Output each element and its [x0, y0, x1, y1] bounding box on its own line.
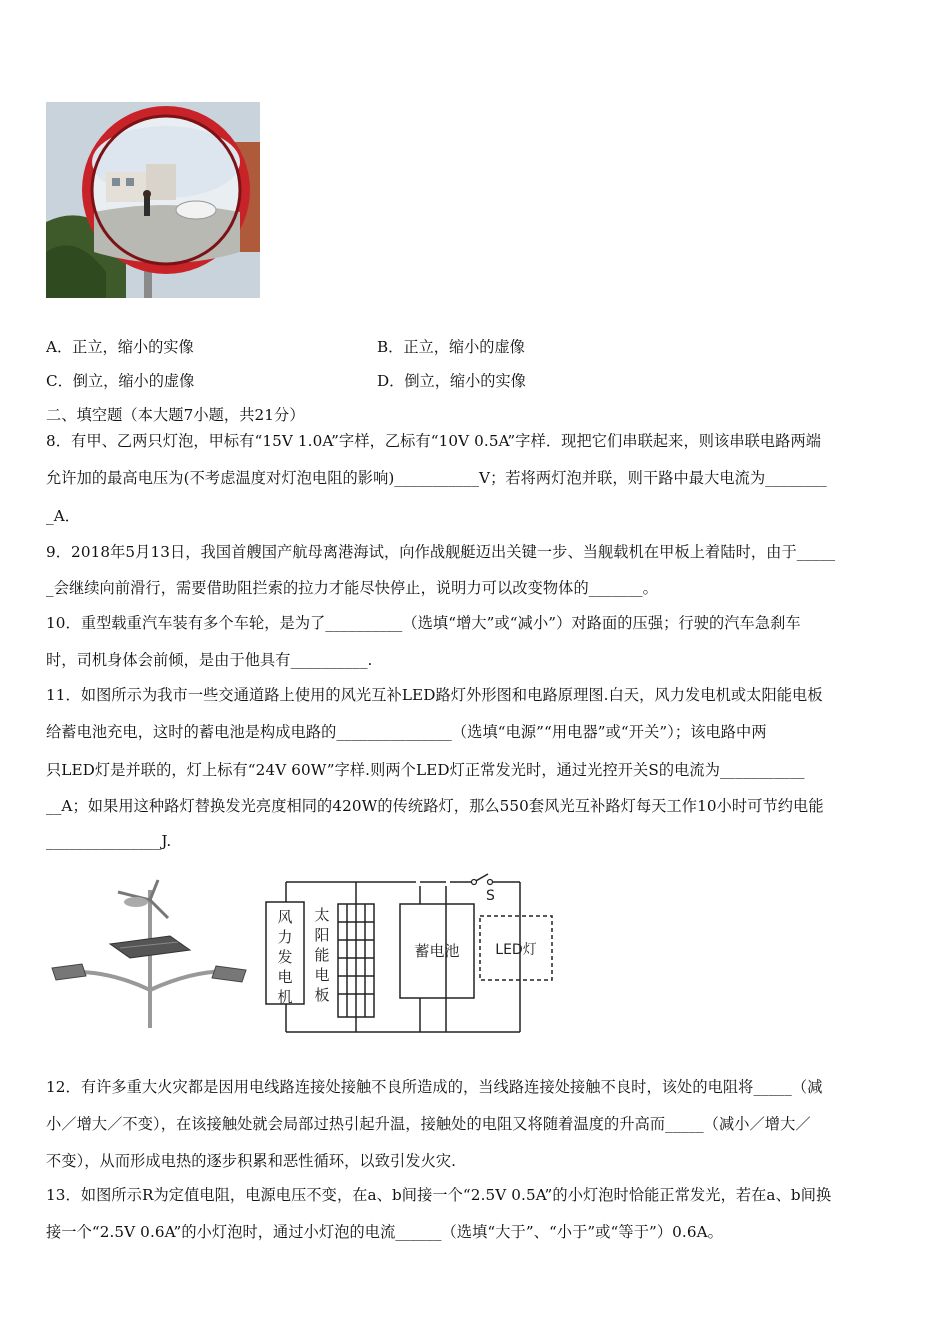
q8-line1: 8．有甲、乙两只灯泡，甲标有“15V 1.0A”字样，乙标有“10V 0.5A”字样．现把它们串联起来，则该串联电路两端 — [46, 432, 822, 450]
wind-solar-streetlamp-figure — [48, 880, 253, 1030]
q8-line3: _A． — [46, 507, 81, 525]
option-b: B．正立，缩小的虚像 — [377, 338, 525, 356]
option-c: C．倒立，缩小的虚像 — [46, 372, 195, 390]
q10-line2: 时，司机身体会前倾，是由于他具有__________. — [46, 651, 373, 669]
q9-line1: 9．2018年5月13日，我国首艘国产航母离港海试，向作战舰艇迈出关键一步、当舰载机在甲板上着陆时，由于_____ — [46, 543, 836, 561]
q11-line5: _______________J. — [46, 832, 172, 850]
q13-line2: 接一个“2.5V 0.6A”的小灯泡时，通过小灯泡的电流______（选填“大于”、“小于”或“等于”）0.6A。 — [46, 1223, 723, 1241]
q9-line2: _会继续向前滑行，需要借助阻拦索的拉力才能尽快停止，说明力可以改变物体的_______。 — [46, 579, 658, 597]
q11-line4: __A；如果用这种路灯替换发光亮度相同的420W的传统路灯，那么550套风光互补路灯每天工作10小时可节约电能 — [46, 797, 824, 815]
convex-mirror-photo — [46, 102, 260, 298]
convex-mirror-illustration — [46, 102, 260, 298]
switch-label: S — [486, 888, 495, 904]
q8-line2: 允许加的最高电压为(不考虑温度对灯泡电阻的影响)___________V；若将两灯泡并联，则干路中最大电流为________ — [46, 469, 827, 487]
wind-label-1: 风 — [277, 908, 293, 926]
battery-label: 蓄电池 — [414, 942, 460, 960]
q12-line3: 不变），从而形成电热的逐步积累和恶性循环，以致引发火灾. — [46, 1152, 457, 1170]
option-d: D．倒立，缩小的实像 — [377, 372, 526, 390]
q12-line2: 小／增大／不变），在该接触处就会局部过热引起升温，接触处的电阻又将随着温度的升高而_____（减小／增大／ — [46, 1115, 811, 1133]
solar-label-2: 阳 — [314, 926, 330, 944]
q10-line1: 10．重型载重汽车装有多个车轮，是为了__________（选填“增大”或“减小”）对路面的压强；行驶的汽车急刹车 — [46, 614, 801, 632]
section-heading: 二、填空题（本大题7小题，共21分） — [46, 406, 305, 424]
q11-line3: 只LED灯是并联的，灯上标有“24V 60W”字样.则两个LED灯正常发光时，通过光控开关S的电流为___________ — [46, 761, 805, 779]
circuit-diagram — [262, 872, 537, 1037]
q11-line1: 11．如图所示为我市一些交通道路上使用的风光互补LED路灯外形图和电路原理图.白天，风力发电机或太阳能电板 — [46, 686, 823, 704]
solar-label-5: 板 — [314, 986, 330, 1004]
q13-line1: 13．如图所示R为定值电阻，电源电压不变，在a、b间接一个“2.5V 0.5A”的小灯泡时恰能正常发光，若在a、b间换 — [46, 1186, 832, 1204]
q12-line1: 12．有许多重大火灾都是因用电线路连接处接触不良所造成的，当线路连接处接触不良时，该处的电阻将_____（减 — [46, 1078, 823, 1096]
solar-label-3: 能 — [314, 946, 330, 964]
option-a: A．正立，缩小的实像 — [46, 338, 194, 356]
solar-label-1: 太 — [314, 906, 330, 924]
wind-label-2: 力 — [277, 928, 293, 946]
wind-label-5: 机 — [277, 988, 293, 1006]
solar-label-4: 电 — [314, 966, 330, 984]
wind-label-3: 发 — [277, 948, 293, 966]
led-label: LED灯 — [495, 942, 537, 958]
q11-line2: 给蓄电池充电，这时的蓄电池是构成电路的_______________（选填“电源”“用电器”或“开关”）；该电路中两 — [46, 723, 767, 741]
wind-label-4: 电 — [277, 968, 293, 986]
